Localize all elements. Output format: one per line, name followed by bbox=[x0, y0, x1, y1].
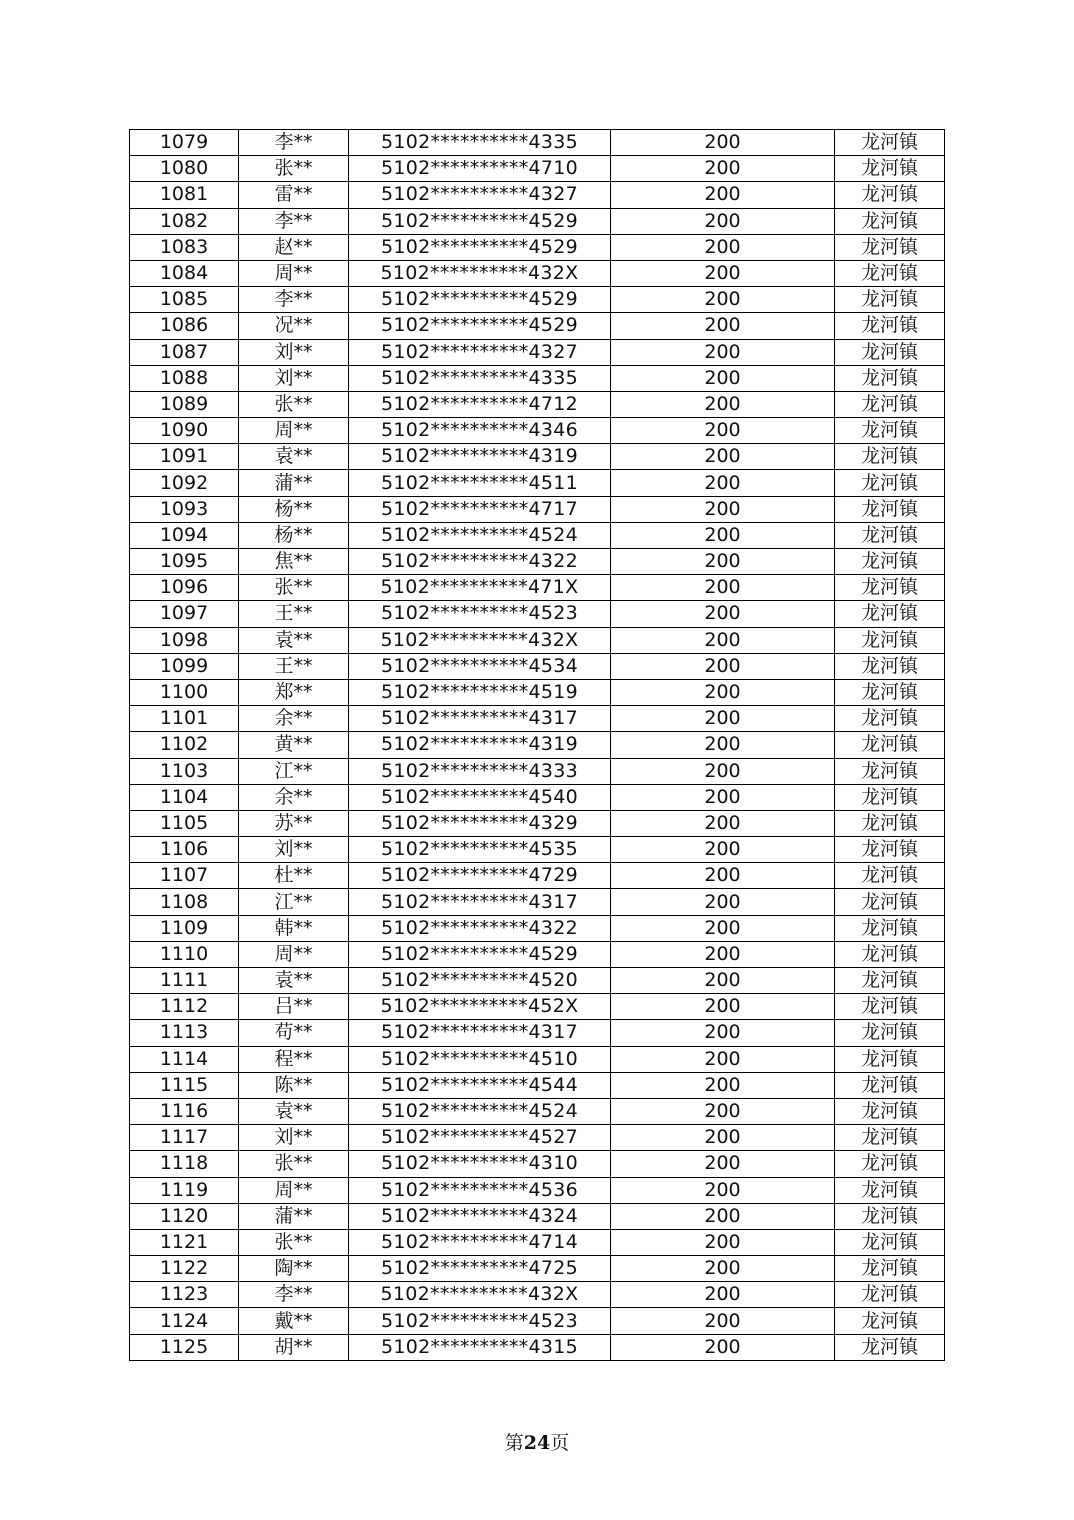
id-number-cell: 5102**********4519 bbox=[349, 679, 611, 705]
amount-cell: 200 bbox=[611, 365, 835, 391]
id-number-cell: 5102**********4527 bbox=[349, 1125, 611, 1151]
row-number-cell: 1120 bbox=[130, 1203, 239, 1229]
row-number-cell: 1118 bbox=[130, 1151, 239, 1177]
name-cell: 蒲** bbox=[239, 470, 349, 496]
page-number: 24 bbox=[523, 1432, 551, 1454]
table-row bbox=[130, 1020, 945, 1046]
amount-cell: 200 bbox=[611, 758, 835, 784]
id-number-cell: 5102**********4712 bbox=[349, 391, 611, 417]
name-cell: 张** bbox=[239, 391, 349, 417]
town-cell: 龙河镇 bbox=[835, 1334, 945, 1360]
name-cell: 张** bbox=[239, 1151, 349, 1177]
amount-cell: 200 bbox=[611, 679, 835, 705]
row-number-cell: 1093 bbox=[130, 496, 239, 522]
town-cell: 龙河镇 bbox=[835, 1308, 945, 1334]
id-number-cell: 5102**********4523 bbox=[349, 601, 611, 627]
name-cell: 戴** bbox=[239, 1308, 349, 1334]
row-number-cell: 1087 bbox=[130, 339, 239, 365]
town-cell: 龙河镇 bbox=[835, 758, 945, 784]
row-number-cell: 1104 bbox=[130, 784, 239, 810]
id-number-cell: 5102**********4529 bbox=[349, 313, 611, 339]
id-number-cell: 5102**********4335 bbox=[349, 130, 611, 156]
id-number-cell: 5102**********4310 bbox=[349, 1151, 611, 1177]
table-row bbox=[130, 1229, 945, 1255]
roster-table bbox=[129, 129, 945, 1361]
id-number-cell: 5102**********4322 bbox=[349, 549, 611, 575]
town-cell: 龙河镇 bbox=[835, 1177, 945, 1203]
name-cell: 李** bbox=[239, 287, 349, 313]
amount-cell: 200 bbox=[611, 418, 835, 444]
town-cell: 龙河镇 bbox=[835, 1125, 945, 1151]
name-cell: 杨** bbox=[239, 522, 349, 548]
amount-cell: 200 bbox=[611, 968, 835, 994]
row-number-cell: 1097 bbox=[130, 601, 239, 627]
table-row bbox=[130, 941, 945, 967]
town-cell: 龙河镇 bbox=[835, 1203, 945, 1229]
amount-cell: 200 bbox=[611, 156, 835, 182]
town-cell: 龙河镇 bbox=[835, 679, 945, 705]
table-row bbox=[130, 1125, 945, 1151]
town-cell: 龙河镇 bbox=[835, 522, 945, 548]
name-cell: 周** bbox=[239, 260, 349, 286]
name-cell: 周** bbox=[239, 1177, 349, 1203]
amount-cell: 200 bbox=[611, 339, 835, 365]
town-cell: 龙河镇 bbox=[835, 156, 945, 182]
amount-cell: 200 bbox=[611, 784, 835, 810]
row-number-cell: 1102 bbox=[130, 732, 239, 758]
table-row bbox=[130, 732, 945, 758]
table-row bbox=[130, 260, 945, 286]
town-cell: 龙河镇 bbox=[835, 968, 945, 994]
town-cell: 龙河镇 bbox=[835, 444, 945, 470]
row-number-cell: 1110 bbox=[130, 941, 239, 967]
name-cell: 李** bbox=[239, 130, 349, 156]
town-cell: 龙河镇 bbox=[835, 418, 945, 444]
id-number-cell: 5102**********4714 bbox=[349, 1229, 611, 1255]
id-number-cell: 5102**********4520 bbox=[349, 968, 611, 994]
table-row bbox=[130, 575, 945, 601]
town-cell: 龙河镇 bbox=[835, 287, 945, 313]
row-number-cell: 1108 bbox=[130, 889, 239, 915]
name-cell: 况** bbox=[239, 313, 349, 339]
amount-cell: 200 bbox=[611, 941, 835, 967]
town-cell: 龙河镇 bbox=[835, 575, 945, 601]
town-cell: 龙河镇 bbox=[835, 915, 945, 941]
name-cell: 杨** bbox=[239, 496, 349, 522]
id-number-cell: 5102**********4544 bbox=[349, 1072, 611, 1098]
row-number-cell: 1121 bbox=[130, 1229, 239, 1255]
name-cell: 郑** bbox=[239, 679, 349, 705]
table-row bbox=[130, 889, 945, 915]
table-row bbox=[130, 496, 945, 522]
name-cell: 江** bbox=[239, 758, 349, 784]
town-cell: 龙河镇 bbox=[835, 234, 945, 260]
town-cell: 龙河镇 bbox=[835, 1020, 945, 1046]
id-number-cell: 5102**********4319 bbox=[349, 732, 611, 758]
name-cell: 韩** bbox=[239, 915, 349, 941]
town-cell: 龙河镇 bbox=[835, 706, 945, 732]
id-number-cell: 5102**********4529 bbox=[349, 234, 611, 260]
roster-table-body bbox=[130, 130, 945, 1361]
id-number-cell: 5102**********4346 bbox=[349, 418, 611, 444]
id-number-cell: 5102**********4335 bbox=[349, 365, 611, 391]
footer-suffix: 页 bbox=[550, 1432, 570, 1454]
row-number-cell: 1091 bbox=[130, 444, 239, 470]
footer-prefix: 第 bbox=[504, 1432, 524, 1454]
table-row bbox=[130, 391, 945, 417]
amount-cell: 200 bbox=[611, 1098, 835, 1124]
page-footer bbox=[0, 1428, 1074, 1455]
name-cell: 程** bbox=[239, 1046, 349, 1072]
name-cell: 苏** bbox=[239, 810, 349, 836]
table-row bbox=[130, 679, 945, 705]
name-cell: 刘** bbox=[239, 339, 349, 365]
amount-cell: 200 bbox=[611, 313, 835, 339]
town-cell: 龙河镇 bbox=[835, 653, 945, 679]
town-cell: 龙河镇 bbox=[835, 1282, 945, 1308]
row-number-cell: 1112 bbox=[130, 994, 239, 1020]
table-row bbox=[130, 706, 945, 732]
id-number-cell: 5102**********4333 bbox=[349, 758, 611, 784]
row-number-cell: 1122 bbox=[130, 1256, 239, 1282]
town-cell: 龙河镇 bbox=[835, 313, 945, 339]
id-number-cell: 5102**********432X bbox=[349, 627, 611, 653]
id-number-cell: 5102**********4717 bbox=[349, 496, 611, 522]
name-cell: 张** bbox=[239, 1229, 349, 1255]
row-number-cell: 1080 bbox=[130, 156, 239, 182]
name-cell: 吕** bbox=[239, 994, 349, 1020]
amount-cell: 200 bbox=[611, 653, 835, 679]
name-cell: 李** bbox=[239, 1282, 349, 1308]
id-number-cell: 5102**********4327 bbox=[349, 339, 611, 365]
amount-cell: 200 bbox=[611, 1020, 835, 1046]
row-number-cell: 1084 bbox=[130, 260, 239, 286]
id-number-cell: 5102**********4540 bbox=[349, 784, 611, 810]
amount-cell: 200 bbox=[611, 1256, 835, 1282]
table-row bbox=[130, 522, 945, 548]
table-row bbox=[130, 1177, 945, 1203]
row-number-cell: 1083 bbox=[130, 234, 239, 260]
name-cell: 袁** bbox=[239, 968, 349, 994]
name-cell: 周** bbox=[239, 418, 349, 444]
amount-cell: 200 bbox=[611, 444, 835, 470]
name-cell: 张** bbox=[239, 156, 349, 182]
town-cell: 龙河镇 bbox=[835, 549, 945, 575]
town-cell: 龙河镇 bbox=[835, 496, 945, 522]
id-number-cell: 5102**********4535 bbox=[349, 837, 611, 863]
town-cell: 龙河镇 bbox=[835, 470, 945, 496]
row-number-cell: 1111 bbox=[130, 968, 239, 994]
row-number-cell: 1088 bbox=[130, 365, 239, 391]
row-number-cell: 1096 bbox=[130, 575, 239, 601]
amount-cell: 200 bbox=[611, 994, 835, 1020]
amount-cell: 200 bbox=[611, 391, 835, 417]
name-cell: 陶** bbox=[239, 1256, 349, 1282]
town-cell: 龙河镇 bbox=[835, 1072, 945, 1098]
amount-cell: 200 bbox=[611, 260, 835, 286]
id-number-cell: 5102**********4329 bbox=[349, 810, 611, 836]
table-row bbox=[130, 339, 945, 365]
town-cell: 龙河镇 bbox=[835, 182, 945, 208]
amount-cell: 200 bbox=[611, 1334, 835, 1360]
id-number-cell: 5102**********4710 bbox=[349, 156, 611, 182]
row-number-cell: 1098 bbox=[130, 627, 239, 653]
town-cell: 龙河镇 bbox=[835, 1046, 945, 1072]
amount-cell: 200 bbox=[611, 627, 835, 653]
table-row bbox=[130, 1308, 945, 1334]
row-number-cell: 1085 bbox=[130, 287, 239, 313]
table-row bbox=[130, 287, 945, 313]
amount-cell: 200 bbox=[611, 863, 835, 889]
id-number-cell: 5102**********4324 bbox=[349, 1203, 611, 1229]
id-number-cell: 5102**********4511 bbox=[349, 470, 611, 496]
id-number-cell: 5102**********471X bbox=[349, 575, 611, 601]
town-cell: 龙河镇 bbox=[835, 1229, 945, 1255]
town-cell: 龙河镇 bbox=[835, 208, 945, 234]
row-number-cell: 1103 bbox=[130, 758, 239, 784]
amount-cell: 200 bbox=[611, 287, 835, 313]
name-cell: 袁** bbox=[239, 1098, 349, 1124]
row-number-cell: 1116 bbox=[130, 1098, 239, 1124]
table-row bbox=[130, 208, 945, 234]
id-number-cell: 5102**********4327 bbox=[349, 182, 611, 208]
town-cell: 龙河镇 bbox=[835, 810, 945, 836]
table-row bbox=[130, 444, 945, 470]
town-cell: 龙河镇 bbox=[835, 732, 945, 758]
name-cell: 蒲** bbox=[239, 1203, 349, 1229]
town-cell: 龙河镇 bbox=[835, 994, 945, 1020]
row-number-cell: 1082 bbox=[130, 208, 239, 234]
row-number-cell: 1099 bbox=[130, 653, 239, 679]
town-cell: 龙河镇 bbox=[835, 889, 945, 915]
amount-cell: 200 bbox=[611, 549, 835, 575]
amount-cell: 200 bbox=[611, 1151, 835, 1177]
table-row bbox=[130, 182, 945, 208]
table-row bbox=[130, 470, 945, 496]
id-number-cell: 5102**********4317 bbox=[349, 889, 611, 915]
name-cell: 杜** bbox=[239, 863, 349, 889]
amount-cell: 200 bbox=[611, 208, 835, 234]
id-number-cell: 5102**********4536 bbox=[349, 1177, 611, 1203]
id-number-cell: 5102**********4534 bbox=[349, 653, 611, 679]
table-row bbox=[130, 601, 945, 627]
table-row bbox=[130, 784, 945, 810]
id-number-cell: 5102**********4524 bbox=[349, 1098, 611, 1124]
table-row bbox=[130, 1072, 945, 1098]
amount-cell: 200 bbox=[611, 1046, 835, 1072]
table-row bbox=[130, 863, 945, 889]
row-number-cell: 1107 bbox=[130, 863, 239, 889]
name-cell: 赵** bbox=[239, 234, 349, 260]
town-cell: 龙河镇 bbox=[835, 1098, 945, 1124]
id-number-cell: 5102**********4729 bbox=[349, 863, 611, 889]
amount-cell: 200 bbox=[611, 182, 835, 208]
amount-cell: 200 bbox=[611, 837, 835, 863]
row-number-cell: 1114 bbox=[130, 1046, 239, 1072]
table-row bbox=[130, 1046, 945, 1072]
row-number-cell: 1089 bbox=[130, 391, 239, 417]
amount-cell: 200 bbox=[611, 1308, 835, 1334]
name-cell: 张** bbox=[239, 575, 349, 601]
id-number-cell: 5102**********432X bbox=[349, 260, 611, 286]
amount-cell: 200 bbox=[611, 889, 835, 915]
row-number-cell: 1117 bbox=[130, 1125, 239, 1151]
town-cell: 龙河镇 bbox=[835, 601, 945, 627]
table-row bbox=[130, 1203, 945, 1229]
amount-cell: 200 bbox=[611, 1203, 835, 1229]
id-number-cell: 5102**********4315 bbox=[349, 1334, 611, 1360]
table-row bbox=[130, 994, 945, 1020]
row-number-cell: 1115 bbox=[130, 1072, 239, 1098]
table-row bbox=[130, 837, 945, 863]
id-number-cell: 5102**********4524 bbox=[349, 522, 611, 548]
table-row bbox=[130, 549, 945, 575]
table-row bbox=[130, 156, 945, 182]
town-cell: 龙河镇 bbox=[835, 1256, 945, 1282]
town-cell: 龙河镇 bbox=[835, 863, 945, 889]
table-row bbox=[130, 653, 945, 679]
table-row bbox=[130, 758, 945, 784]
amount-cell: 200 bbox=[611, 522, 835, 548]
id-number-cell: 5102**********452X bbox=[349, 994, 611, 1020]
amount-cell: 200 bbox=[611, 1072, 835, 1098]
amount-cell: 200 bbox=[611, 470, 835, 496]
id-number-cell: 5102**********432X bbox=[349, 1282, 611, 1308]
amount-cell: 200 bbox=[611, 706, 835, 732]
row-number-cell: 1101 bbox=[130, 706, 239, 732]
row-number-cell: 1092 bbox=[130, 470, 239, 496]
table-row bbox=[130, 234, 945, 260]
amount-cell: 200 bbox=[611, 1282, 835, 1308]
amount-cell: 200 bbox=[611, 130, 835, 156]
table-row bbox=[130, 1256, 945, 1282]
row-number-cell: 1090 bbox=[130, 418, 239, 444]
name-cell: 王** bbox=[239, 653, 349, 679]
name-cell: 刘** bbox=[239, 837, 349, 863]
town-cell: 龙河镇 bbox=[835, 784, 945, 810]
name-cell: 苟** bbox=[239, 1020, 349, 1046]
id-number-cell: 5102**********4529 bbox=[349, 287, 611, 313]
name-cell: 黄** bbox=[239, 732, 349, 758]
name-cell: 焦** bbox=[239, 549, 349, 575]
row-number-cell: 1124 bbox=[130, 1308, 239, 1334]
row-number-cell: 1119 bbox=[130, 1177, 239, 1203]
row-number-cell: 1123 bbox=[130, 1282, 239, 1308]
amount-cell: 200 bbox=[611, 1125, 835, 1151]
town-cell: 龙河镇 bbox=[835, 130, 945, 156]
town-cell: 龙河镇 bbox=[835, 339, 945, 365]
id-number-cell: 5102**********4317 bbox=[349, 1020, 611, 1046]
amount-cell: 200 bbox=[611, 732, 835, 758]
row-number-cell: 1094 bbox=[130, 522, 239, 548]
table-row bbox=[130, 1282, 945, 1308]
town-cell: 龙河镇 bbox=[835, 1151, 945, 1177]
table-row bbox=[130, 418, 945, 444]
town-cell: 龙河镇 bbox=[835, 260, 945, 286]
id-number-cell: 5102**********4322 bbox=[349, 915, 611, 941]
row-number-cell: 1100 bbox=[130, 679, 239, 705]
id-number-cell: 5102**********4529 bbox=[349, 941, 611, 967]
name-cell: 王** bbox=[239, 601, 349, 627]
row-number-cell: 1086 bbox=[130, 313, 239, 339]
amount-cell: 200 bbox=[611, 234, 835, 260]
name-cell: 李** bbox=[239, 208, 349, 234]
town-cell: 龙河镇 bbox=[835, 391, 945, 417]
row-number-cell: 1109 bbox=[130, 915, 239, 941]
row-number-cell: 1079 bbox=[130, 130, 239, 156]
town-cell: 龙河镇 bbox=[835, 837, 945, 863]
name-cell: 刘** bbox=[239, 365, 349, 391]
name-cell: 余** bbox=[239, 706, 349, 732]
name-cell: 雷** bbox=[239, 182, 349, 208]
table-row bbox=[130, 915, 945, 941]
name-cell: 江** bbox=[239, 889, 349, 915]
amount-cell: 200 bbox=[611, 915, 835, 941]
name-cell: 陈** bbox=[239, 1072, 349, 1098]
id-number-cell: 5102**********4725 bbox=[349, 1256, 611, 1282]
id-number-cell: 5102**********4529 bbox=[349, 208, 611, 234]
town-cell: 龙河镇 bbox=[835, 941, 945, 967]
table-row bbox=[130, 968, 945, 994]
town-cell: 龙河镇 bbox=[835, 627, 945, 653]
row-number-cell: 1106 bbox=[130, 837, 239, 863]
table-row bbox=[130, 1334, 945, 1360]
row-number-cell: 1113 bbox=[130, 1020, 239, 1046]
table-row bbox=[130, 810, 945, 836]
name-cell: 袁** bbox=[239, 444, 349, 470]
table-row bbox=[130, 130, 945, 156]
row-number-cell: 1105 bbox=[130, 810, 239, 836]
name-cell: 余** bbox=[239, 784, 349, 810]
amount-cell: 200 bbox=[611, 601, 835, 627]
amount-cell: 200 bbox=[611, 1177, 835, 1203]
amount-cell: 200 bbox=[611, 1229, 835, 1255]
amount-cell: 200 bbox=[611, 810, 835, 836]
table-row bbox=[130, 313, 945, 339]
name-cell: 刘** bbox=[239, 1125, 349, 1151]
id-number-cell: 5102**********4510 bbox=[349, 1046, 611, 1072]
table-row bbox=[130, 1098, 945, 1124]
name-cell: 袁** bbox=[239, 627, 349, 653]
town-cell: 龙河镇 bbox=[835, 365, 945, 391]
row-number-cell: 1125 bbox=[130, 1334, 239, 1360]
name-cell: 胡** bbox=[239, 1334, 349, 1360]
table-row bbox=[130, 365, 945, 391]
id-number-cell: 5102**********4317 bbox=[349, 706, 611, 732]
id-number-cell: 5102**********4523 bbox=[349, 1308, 611, 1334]
amount-cell: 200 bbox=[611, 575, 835, 601]
row-number-cell: 1095 bbox=[130, 549, 239, 575]
table-row bbox=[130, 627, 945, 653]
name-cell: 周** bbox=[239, 941, 349, 967]
table-row bbox=[130, 1151, 945, 1177]
row-number-cell: 1081 bbox=[130, 182, 239, 208]
amount-cell: 200 bbox=[611, 496, 835, 522]
id-number-cell: 5102**********4319 bbox=[349, 444, 611, 470]
